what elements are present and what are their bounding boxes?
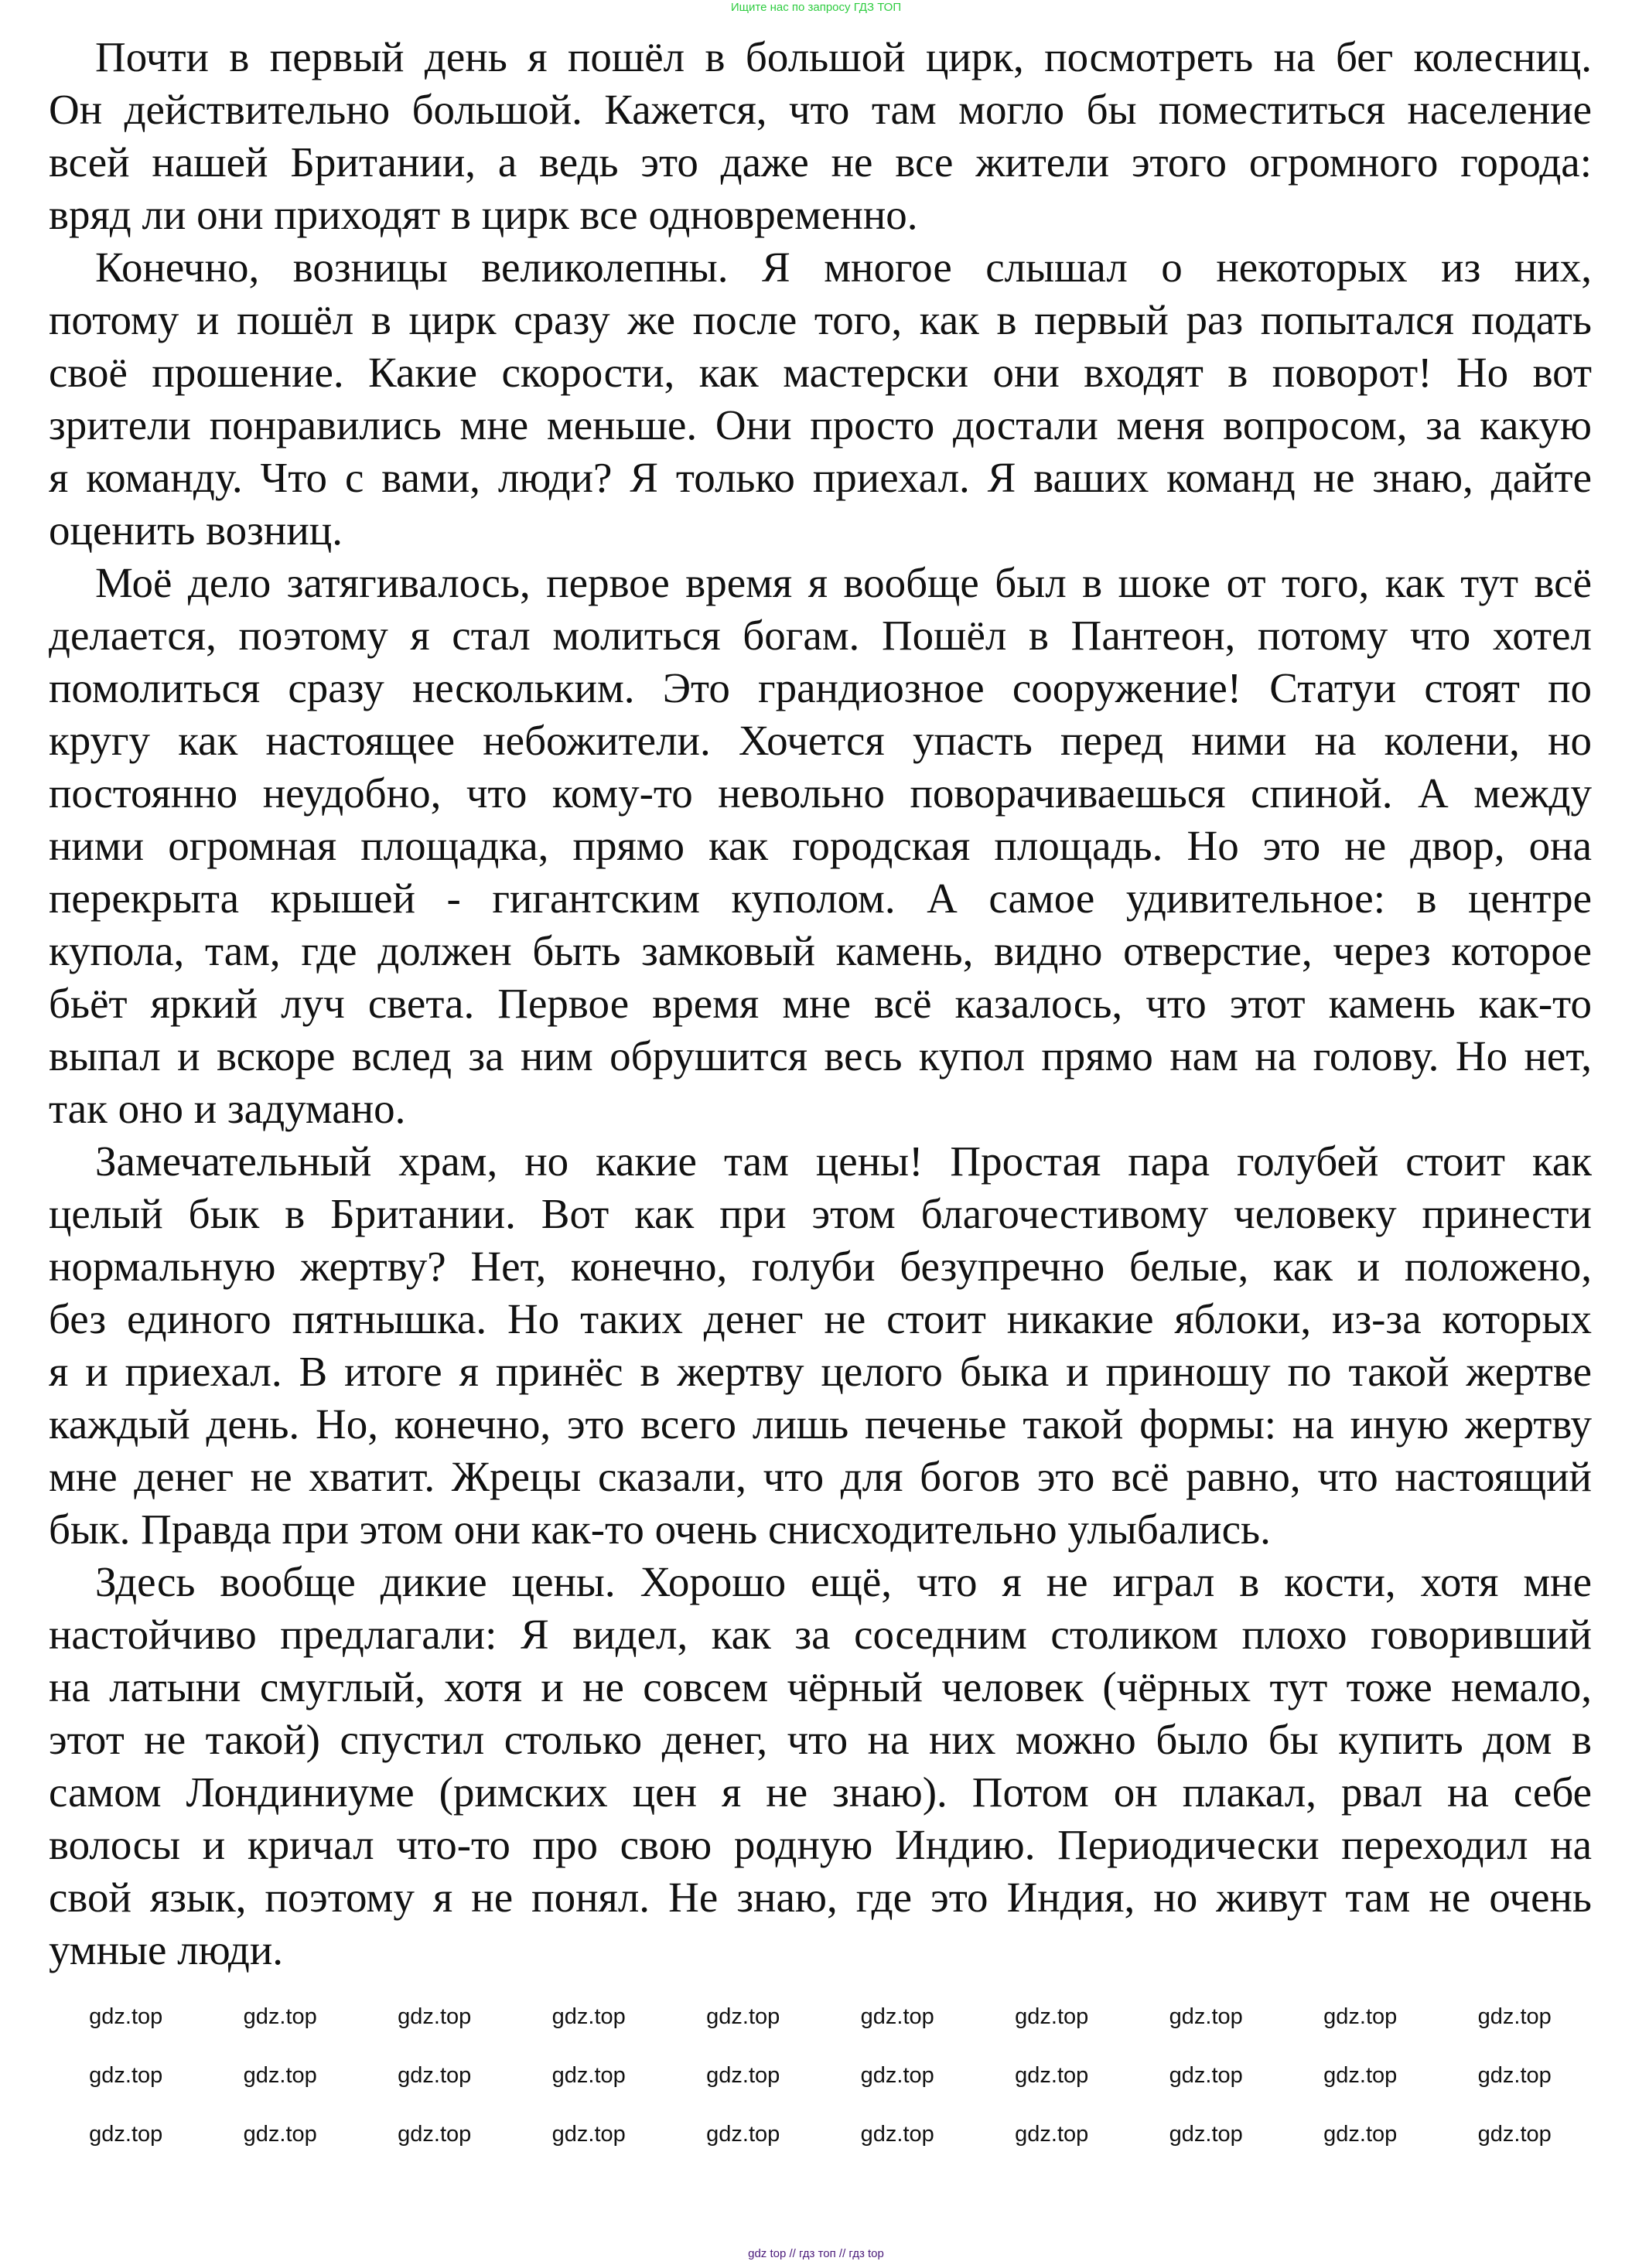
text-line: без единого пятнышка. Но таких денег не стоит никакие яблоки, из-за которых (49, 1295, 1592, 1342)
watermark: gdz.top (1015, 2063, 1089, 2088)
text-line: самом Лондиниуме (римских цен я не знаю). Потом он плакал, рвал на себе (49, 1768, 1592, 1816)
text-line: выпал и вскоре вслед за ним обрушится весь купол прямо нам на голову. Но нет, (49, 1032, 1592, 1079)
text-line: волосы и кричал что-то про свою родную Индию. Периодически переходил на (49, 1821, 1592, 1868)
text-line: умные люди. (49, 1926, 284, 1973)
text-line: целый бык в Британии. Вот как при этом благочестивому человеку принести (49, 1190, 1592, 1237)
watermark: gdz.top (860, 2063, 934, 2088)
text-line: кругу как настоящее небожители. Хочется упасть перед ними на колени, но (49, 717, 1592, 764)
text-line: Замечательный храм, но какие там цены! Простая пара голубей стоит как (95, 1137, 1592, 1185)
text-line: зрители понравились мне меньше. Они просто достали меня вопросом, за какую (49, 401, 1592, 448)
watermark: gdz.top (706, 2122, 780, 2147)
watermark: gdz.top (89, 2063, 163, 2088)
watermark-layer (49, 2003, 1592, 2148)
watermark: gdz.top (1169, 2004, 1243, 2029)
text-line: свой язык, поэтому я не понял. Не знаю, где это Индия, но живут там не очень (49, 1874, 1592, 1921)
search-banner: Ищите нас по запросу ГДЗ ТОП (730, 1, 902, 14)
watermark: gdz.top (1323, 2004, 1398, 2029)
watermark: gdz.top (1015, 2004, 1089, 2029)
watermark: gdz.top (398, 2063, 472, 2088)
watermark: gdz.top (1015, 2122, 1089, 2147)
watermark: gdz.top (1323, 2063, 1398, 2088)
watermark: gdz.top (243, 2004, 317, 2029)
text-line: так оно и задумано. (49, 1085, 406, 1132)
text-line: каждый день. Но, конечно, это всего лишь печенье такой формы: на иную жертву (49, 1400, 1592, 1448)
watermark: gdz.top (1169, 2122, 1243, 2147)
paragraph (49, 1556, 1592, 1976)
watermark: gdz.top (1169, 2063, 1243, 2088)
text-line: ними огромная площадка, прямо как городская площадь. Но это не двор, она (49, 822, 1592, 869)
watermark: gdz.top (1477, 2122, 1552, 2147)
paragraph (49, 241, 1592, 557)
watermark: gdz.top (89, 2122, 163, 2147)
watermark: gdz.top (243, 2063, 317, 2088)
text-line: бьёт яркий луч света. Первое время мне всё казалось, что этот камень как-то (49, 980, 1592, 1027)
text-line: всей нашей Британии, а ведь это даже не все жители этого огромного города: (49, 138, 1592, 186)
text-line: купола, там, где должен быть замковый камень, видно отверстие, через которое (49, 927, 1592, 974)
text-line: делается, поэтому я стал молиться богам. Пошёл в Пантеон, потому что хотел (49, 612, 1592, 659)
watermark: gdz.top (551, 2063, 626, 2088)
watermark: gdz.top (1477, 2004, 1552, 2029)
watermark: gdz.top (860, 2122, 934, 2147)
text-line: постоянно неудобно, что кому-то невольно поворачиваешься спиной. А между (49, 769, 1592, 817)
watermark: gdz.top (398, 2004, 472, 2029)
text-line: Почти в первый день я пошёл в большой цирк, посмотреть на бег колесниц. (95, 33, 1592, 80)
text-line: бык. Правда при этом они как-то очень снисходительно улыбались. (49, 1506, 1271, 1553)
text-line: Он действительно большой. Кажется, что там могло бы поместиться население (49, 86, 1592, 133)
text-line: этот не такой) спустил столько денег, что на них можно было бы купить дом в (49, 1716, 1592, 1763)
text-line: Здесь вообще дикие цены. Хорошо ещё, что я не играл в кости, хотя мне (95, 1558, 1592, 1605)
text-line: своё прошение. Какие скорости, как мастерски они входят в поворот! Но вот (49, 349, 1592, 396)
text-line: я команду. Что с вами, люди? Я только приехал. Я ваших команд не знаю, дайте (49, 454, 1592, 501)
watermark: gdz.top (1477, 2063, 1552, 2088)
watermark: gdz.top (1323, 2122, 1398, 2147)
text-line: Конечно, возницы великолепны. Я многое слышал о некоторых из них, (95, 244, 1592, 291)
text-line: я и приехал. В итоге я принёс в жертву целого быка и приношу по такой жертве (49, 1348, 1592, 1395)
document-body (49, 31, 1592, 1976)
paragraph (49, 1135, 1592, 1556)
watermark: gdz.top (860, 2004, 934, 2029)
footer-watermark: gdz top // гдз топ // гдз top (748, 2247, 884, 2260)
watermark: gdz.top (243, 2122, 317, 2147)
watermark: gdz.top (89, 2004, 163, 2029)
text-line: перекрыта крышей - гигантским куполом. А самое удивительное: в центре (49, 875, 1592, 922)
text-line: помолиться сразу нескольким. Это грандиозное сооружение! Статуи стоят по (49, 664, 1592, 711)
watermark: gdz.top (551, 2122, 626, 2147)
text-line: нормальную жертву? Нет, конечно, голуби безупречно белые, как и положено, (49, 1243, 1592, 1290)
watermark: gdz.top (398, 2122, 472, 2147)
watermark: gdz.top (551, 2004, 626, 2029)
text-line: на латыни смуглый, хотя и не совсем чёрный человек (чёрных тут тоже немало, (49, 1663, 1592, 1710)
text-line: оценить возниц. (49, 506, 343, 554)
text-line: вряд ли они приходят в цирк все одновременно. (49, 191, 918, 238)
paragraph (49, 31, 1592, 241)
text-line: Моё дело затягивалось, первое время я вообще был в шоке от того, как тут всё (95, 559, 1592, 606)
text-line: потому и пошёл в цирк сразу же после того, как в первый раз попытался подать (49, 296, 1592, 343)
watermark: gdz.top (706, 2063, 780, 2088)
text-line: настойчиво предлагали: Я видел, как за соседним столиком плохо говоривший (49, 1611, 1592, 1658)
paragraph (49, 557, 1592, 1135)
watermark: gdz.top (706, 2004, 780, 2029)
text-line: мне денег не хватит. Жрецы сказали, что для богов это всё равно, что настоящий (49, 1453, 1592, 1500)
